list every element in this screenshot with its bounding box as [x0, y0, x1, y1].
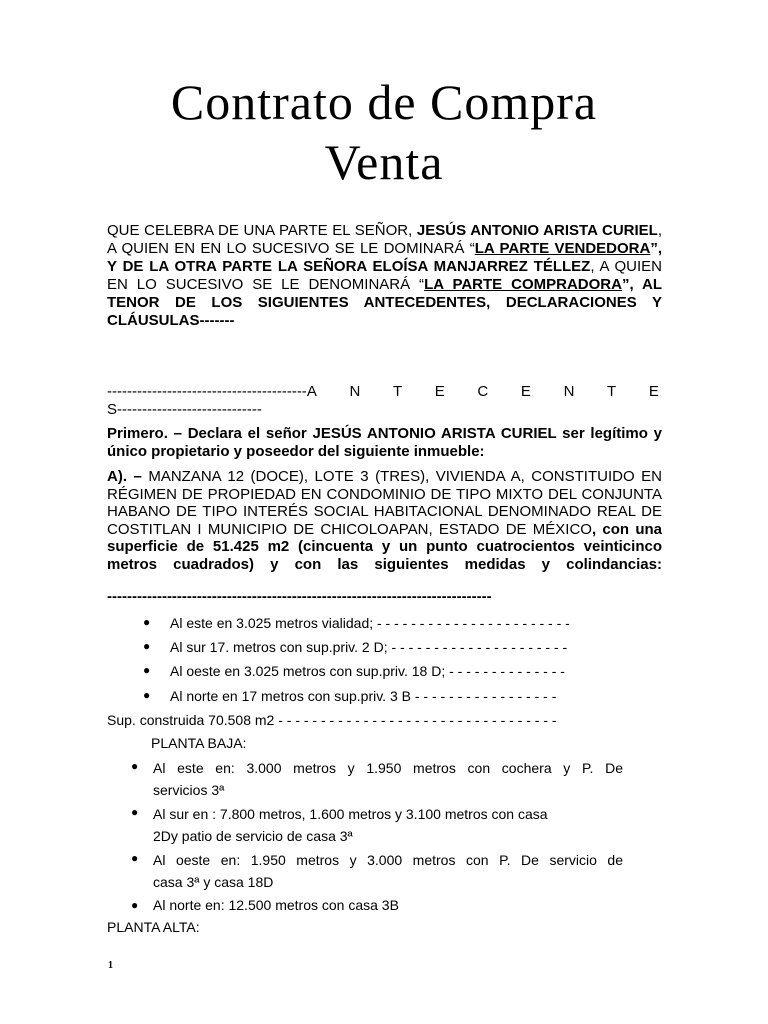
planta-alta-heading: PLANTA ALTA: — [107, 919, 200, 935]
buyer-name: ELOÍSA MANJARREZ TÉLLEZ — [372, 258, 591, 275]
intro-paragraph — [107, 222, 662, 330]
bullet-icon: ● — [143, 639, 151, 653]
bullet-icon: ● — [143, 688, 151, 702]
list-item: Al sur en : 7.800 metros, 1.600 metros y 3.100 metros con casa 2Dy patio de servicio de casa 3ª — [153, 806, 548, 844]
list-item: Al este en: 3.000 metros y 1.950 metros con cochera y P. De servicios 3ª — [153, 760, 623, 798]
bullet-icon: ● — [143, 663, 151, 677]
list-item: Al sur 17. metros con sup.priv. 2 D; - - - - - - - - - - - - - - - - - - - - - — [170, 639, 568, 655]
antecedentes-letter: C — [477, 383, 489, 400]
intro-text: QUE CELEBRA DE UNA PARTE EL SEÑOR, — [107, 222, 417, 239]
bullet-icon: ● — [143, 615, 151, 629]
bullet-icon: ● — [131, 851, 139, 865]
list-item: Al este en 3.025 metros vialidad; - - - - - - - - - - - - - - - - - - - - - - - — [170, 615, 570, 631]
antecedentes-letter: E — [520, 383, 531, 400]
planta-baja-heading: PLANTA BAJA: — [151, 735, 247, 751]
antecedentes-dashes: ----------------------------------------A — [107, 383, 317, 400]
intro-text: ”, AL TENOR DE LOS SIGUIENTES ANTECEDENTES, DECLARACIONES Y CLÁUSULAS------- — [107, 276, 663, 329]
title-line-2: Venta — [324, 134, 444, 190]
primero-dash: – — [167, 425, 188, 442]
seller-name: JESÚS ANTONIO ARISTA CURIEL — [416, 222, 658, 239]
primero-paragraph — [107, 425, 662, 461]
intro-text: ”, Y DE LA OTRA PARTE LA SEÑORA — [107, 240, 663, 275]
list-item: Al oeste en 3.025 metros con sup.priv. 18 D; - - - - - - - - - - - - - - — [170, 663, 565, 679]
document-title — [0, 72, 768, 192]
antecedentes-letter: E — [648, 383, 659, 400]
list-item: Al oeste en: 1.950 metros y 3.000 metros con P. De servicio de casa 3ª y casa 18D — [153, 852, 623, 890]
antecedentes-letter: E — [434, 383, 445, 400]
antecedentes-letter: T — [392, 383, 403, 400]
primero-label: Primero. — [107, 425, 168, 442]
inciso-a-paragraph — [107, 468, 662, 573]
antecedentes-heading — [107, 383, 662, 401]
antecedentes-letter: T — [607, 383, 617, 400]
antecedentes-letter: N — [563, 383, 575, 400]
bullet-icon: ● — [131, 898, 139, 912]
owner-name: JESÚS ANTONIO ARISTA CURIEL — [312, 425, 557, 442]
seller-label: LA PARTE VENDEDORA — [474, 240, 651, 257]
antecedentes-heading-end: S----------------------------- — [107, 401, 262, 418]
antecedentes-letter: N — [349, 383, 361, 400]
inciso-a-label: A). – — [107, 468, 142, 485]
buyer-label: LA PARTE COMPRADORA — [424, 276, 622, 293]
bullet-icon: ● — [131, 805, 139, 819]
title-line-1: Contrato de Compra — [170, 74, 598, 130]
intro-text: , A QUIEN EN EN LO SUCESIVO SE LE DOMINARÁ “ — [107, 222, 663, 257]
property-surface: , con una superficie de 51.425 m2 (cincuenta y un punto cuatrocientos veinticinco metros cuadrados) y con las siguientes medidas y colindancias: — [107, 520, 663, 573]
primero-text: Declara el señor — [187, 425, 313, 442]
sup-construida: Sup. construida 70.508 m2 - - - - - - - - - - - - - - - - - - - - - - - - - - - - - - - - - — [107, 712, 557, 728]
dash-line: ----------------------------------------------------------------------------- — [107, 588, 492, 605]
primero-text: ser legítimo y único propietario y poseedor del siguiente inmueble: — [107, 425, 662, 460]
list-item: Al norte en 17 metros con sup.priv. 3 B - - - - - - - - - - - - - - - - - — [170, 688, 557, 704]
property-description: MANZANA 12 (DOCE), LOTE 3 (TRES), VIVIENDA A, CONSTITUIDO EN RÉGIMEN DE PROPIEDAD EN CONDOMINIO DE TIPO MIXTO DEL CONJUNTA HABANO DE TIPO INTERÉS SOCIAL HABITACIONAL DENOMINADO REAL DE COSTITLAN I MUNICIPIO DE CHICOLOAPAN, ESTADO DE MÉXICO — [107, 468, 662, 538]
list-item: Al norte en: 12.500 metros con casa 3B — [153, 897, 399, 913]
intro-text: , A QUIEN EN LO SUCESIVO SE LE DENOMINARÁ “ — [107, 258, 663, 293]
bullet-icon: ● — [131, 759, 139, 773]
page-number: 1 — [108, 960, 113, 971]
